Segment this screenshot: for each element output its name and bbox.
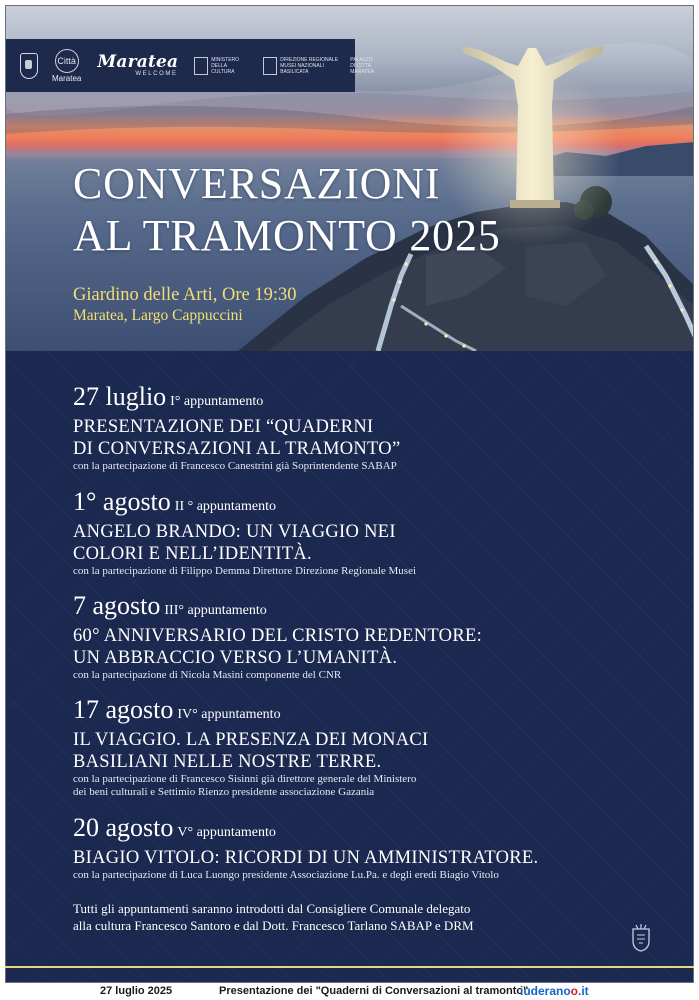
event-item — [73, 383, 400, 473]
event-item — [73, 814, 538, 882]
event-date: 7 agosto — [73, 591, 161, 620]
event-credit: dei beni culturali e Settimio Rienzo presidente associazione Gazania — [73, 786, 375, 798]
gold-rule — [5, 966, 694, 968]
event-title: BIAGIO VITOLO: RICORDI DI UN AMMINISTRATORE. — [73, 848, 539, 868]
maratea-tagline: WELCOME — [135, 71, 178, 77]
ministero-cultura-logo — [194, 57, 251, 75]
closing-line: alla cultura Francesco Santoro e dal Dott. Francesco Tarlano SABAP e DRM — [73, 918, 474, 933]
title-line-2: AL TRAMONTO 2025 — [73, 211, 501, 260]
event-credit: con la partecipazione di Nicola Masini componente del CNR — [73, 669, 342, 681]
event-ordinal: IV° appuntamento — [177, 707, 281, 722]
closing-line: Tutti gli appuntamenti saranno introdotti dal Consigliere Comunale delegato — [73, 901, 471, 916]
event-date: 27 luglio — [73, 382, 167, 411]
event-ordinal: III° appuntamento — [164, 603, 267, 618]
event-poster — [5, 5, 694, 983]
closing-note — [73, 900, 474, 934]
event-ordinal: V° appuntamento — [177, 825, 276, 840]
drm-label: DIREZIONE REGIONALE MUSEI NAZIONALI BASILICATA — [280, 56, 339, 75]
event-ordinal: II ° appuntamento — [174, 499, 277, 514]
event-credit: con la partecipazione di Francesco Canestrini già Soprintendente SABAP — [73, 460, 397, 472]
brand-part-b: o — [570, 984, 579, 998]
corner-crest-icon — [630, 923, 652, 953]
drm-logo — [263, 57, 338, 75]
event-title: IL VIAGGIO. LA PRESENZA DEI MONACI — [73, 730, 429, 750]
event-date: 20 agosto — [73, 813, 174, 842]
poster-title — [73, 158, 501, 262]
event-title: DI CONVERSAZIONI AL TRAMONTO” — [73, 439, 401, 459]
brand-part-c: .it — [578, 984, 589, 998]
citta-di-maratea-logo — [52, 49, 81, 83]
venue-info — [73, 284, 297, 326]
title-line-1: CONVERSAZIONI — [73, 159, 441, 208]
event-credit: con la partecipazione di Luca Luongo presidente Associazione Lu.Pa. e degli eredi Biagio Vitolo — [73, 869, 499, 881]
event-title: BASILIANI NELLE NOSTRE TERRE. — [73, 752, 382, 772]
citta-seal-icon: Città — [55, 49, 79, 73]
event-item — [73, 696, 429, 799]
event-title: 60° ANNIVERSARIO DEL CRISTO REDENTORE: — [73, 626, 483, 646]
comune-crest-icon — [20, 53, 38, 79]
event-date: 17 agosto — [73, 695, 174, 724]
footer-caption — [0, 983, 699, 1000]
ministero-label: MINISTERO DELLA CULTURA — [211, 56, 240, 75]
footer-description: Presentazione dei "Quaderni di Conversazioni al tramonto" — [219, 985, 529, 997]
footer-brand-watermark[interactable] — [520, 984, 589, 998]
event-date: 1° agosto — [73, 487, 171, 516]
event-credit: con la partecipazione di Filippo Demma Direttore Direzione Regionale Musei — [73, 565, 417, 577]
venue-location: Maratea, Largo Cappuccini — [73, 307, 243, 324]
sabap-logo — [350, 57, 376, 75]
maratea-welcome-logo — [97, 54, 178, 77]
event-title: COLORI E NELL’IDENTITÀ. — [73, 544, 312, 564]
venue-time: Giardino delle Arti, Ore 19:30 — [73, 285, 297, 305]
event-ordinal: I° appuntamento — [170, 394, 264, 409]
brand-part-a: iuderano — [520, 984, 571, 998]
ministero-emblem-icon — [194, 57, 208, 75]
event-item — [73, 488, 416, 578]
sabap-label: PALAZZO DI CITTÀ MARATEA — [350, 56, 375, 75]
event-program — [6, 351, 694, 983]
maratea-brand: Maratea — [97, 52, 179, 72]
event-credit: con la partecipazione di Francesco Sisinni già direttore generale del Ministero — [73, 773, 417, 785]
hero-image — [6, 6, 694, 351]
comune-crest — [20, 53, 38, 79]
citta-logo-label: Maratea — [52, 73, 82, 83]
drm-emblem-icon — [263, 57, 277, 75]
event-title: PRESENTAZIONE DEI “QUADERNI — [73, 417, 374, 437]
event-title: UN ABBRACCIO VERSO L’UMANITÀ. — [73, 648, 398, 668]
footer-date: 27 luglio 2025 — [100, 985, 173, 997]
event-title: ANGELO BRANDO: UN VIAGGIO NEI — [73, 522, 396, 542]
event-item — [73, 592, 482, 682]
sponsor-logo-strip — [6, 39, 375, 92]
